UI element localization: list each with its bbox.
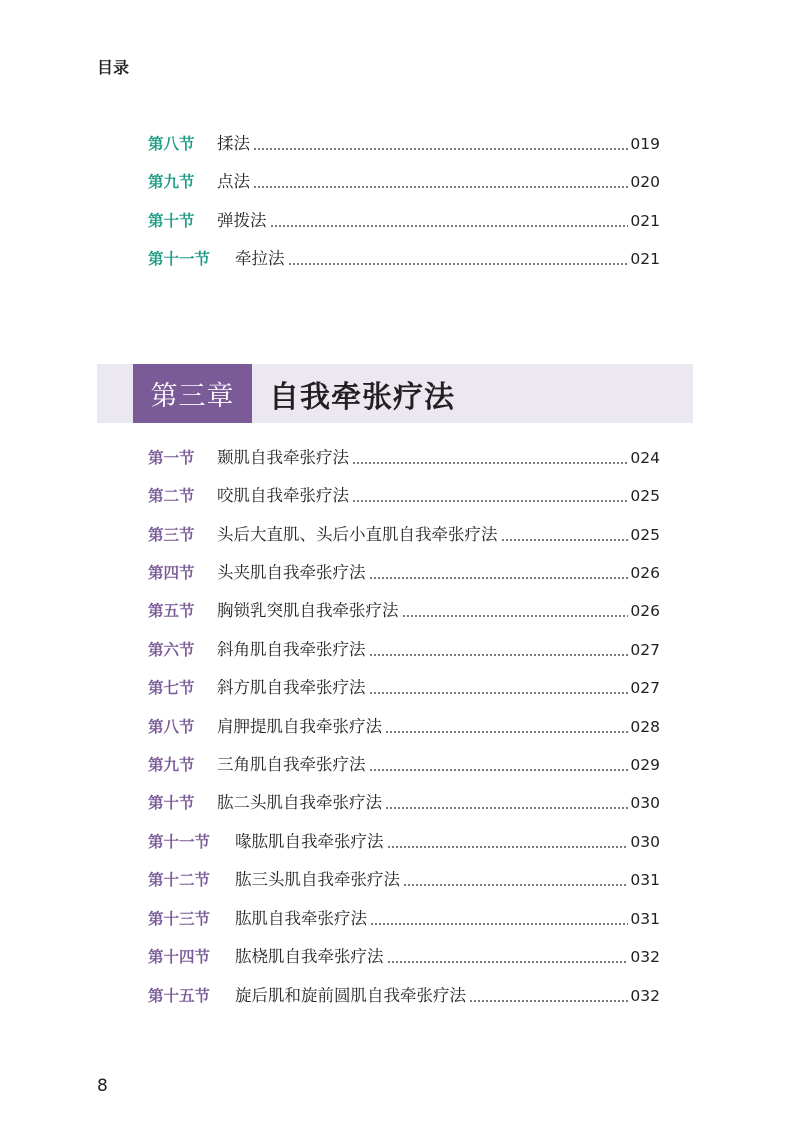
dot-leader <box>288 263 629 265</box>
section-number: 第十节 <box>148 211 195 230</box>
section-title: 点法 <box>217 172 250 191</box>
dot-leader <box>253 148 628 150</box>
section-title: 揉法 <box>217 134 250 153</box>
dot-leader <box>370 923 628 925</box>
toc-entry[interactable] <box>148 675 660 701</box>
page-number: 027 <box>630 641 660 659</box>
page-number: 031 <box>630 910 660 928</box>
page-number: 030 <box>630 833 660 851</box>
section-title: 颞肌自我牵张疗法 <box>217 448 349 467</box>
section-title: 旋后肌和旋前圆肌自我牵张疗法 <box>235 986 466 1005</box>
dot-leader <box>253 186 628 188</box>
dot-leader <box>369 692 629 694</box>
section-number: 第九节 <box>148 755 195 774</box>
folio-page-number: 8 <box>97 1076 108 1096</box>
section-number: 第十一节 <box>148 249 211 268</box>
toc-entry[interactable] <box>148 445 660 471</box>
section-number: 第十五节 <box>148 986 211 1005</box>
toc-entry[interactable] <box>148 637 660 663</box>
page-number: 029 <box>630 756 660 774</box>
dot-leader <box>369 769 629 771</box>
page-number: 027 <box>630 679 660 697</box>
section-number: 第六节 <box>148 640 195 659</box>
section-title: 胸锁乳突肌自我牵张疗法 <box>217 601 399 620</box>
chapter-number-box: 第三章 <box>133 364 252 423</box>
section-title: 弹拨法 <box>217 211 267 230</box>
section-title: 斜方肌自我牵张疗法 <box>217 678 366 697</box>
dot-leader <box>469 1000 628 1002</box>
toc-entry[interactable] <box>148 598 660 624</box>
page-number: 032 <box>630 948 660 966</box>
toc-entry[interactable] <box>148 483 660 509</box>
section-number: 第十一节 <box>148 832 211 851</box>
chapter-heading[interactable] <box>97 364 693 423</box>
page-number: 031 <box>630 871 660 889</box>
page-number: 030 <box>630 794 660 812</box>
chapter-title: 自我牵张疗法 <box>269 379 455 415</box>
section-number: 第十四节 <box>148 947 211 966</box>
section-number: 第五节 <box>148 601 195 620</box>
dot-leader <box>402 615 629 617</box>
toc-entry[interactable] <box>148 752 660 778</box>
page-number: 019 <box>630 135 660 153</box>
dot-leader <box>501 539 629 541</box>
dot-leader <box>369 654 629 656</box>
section-number: 第八节 <box>148 134 195 153</box>
section-title: 头夹肌自我牵张疗法 <box>217 563 366 582</box>
dot-leader <box>403 884 628 886</box>
toc-entry[interactable] <box>148 560 660 586</box>
page-number: 028 <box>630 718 660 736</box>
dot-leader <box>369 577 629 579</box>
page-number: 026 <box>630 564 660 582</box>
dot-leader <box>385 731 628 733</box>
page-number: 025 <box>630 526 660 544</box>
page-number: 024 <box>630 449 660 467</box>
dot-leader <box>352 462 628 464</box>
toc-entry[interactable] <box>148 944 660 970</box>
section-number: 第四节 <box>148 563 195 582</box>
toc-entry[interactable] <box>148 983 660 1009</box>
page-number: 021 <box>630 212 660 230</box>
dot-leader <box>385 807 628 809</box>
section-title: 肩胛提肌自我牵张疗法 <box>217 717 382 736</box>
toc-entry[interactable] <box>148 522 660 548</box>
toc-entry[interactable] <box>148 246 660 272</box>
section-title: 斜角肌自我牵张疗法 <box>217 640 366 659</box>
page-number: 032 <box>630 987 660 1005</box>
page-number: 020 <box>630 173 660 191</box>
section-title: 三角肌自我牵张疗法 <box>217 755 366 774</box>
section-number: 第二节 <box>148 486 195 505</box>
dot-leader <box>270 225 629 227</box>
toc-entry[interactable] <box>148 169 660 195</box>
toc-entry[interactable] <box>148 131 660 157</box>
page-number: 026 <box>630 602 660 620</box>
toc-entry[interactable] <box>148 208 660 234</box>
section-number: 第十节 <box>148 793 195 812</box>
section-title: 喙肱肌自我牵张疗法 <box>235 832 384 851</box>
toc-entry[interactable] <box>148 906 660 932</box>
dot-leader <box>387 846 629 848</box>
section-number: 第一节 <box>148 448 195 467</box>
section-title: 牵拉法 <box>235 249 285 268</box>
section-title: 肱肌自我牵张疗法 <box>235 909 367 928</box>
toc-entry[interactable] <box>148 829 660 855</box>
toc-entry[interactable] <box>148 714 660 740</box>
section-number: 第七节 <box>148 678 195 697</box>
page-number: 021 <box>630 250 660 268</box>
dot-leader <box>352 500 628 502</box>
dot-leader <box>387 961 629 963</box>
section-number: 第九节 <box>148 172 195 191</box>
section-number: 第三节 <box>148 525 195 544</box>
section-title: 肱二头肌自我牵张疗法 <box>217 793 382 812</box>
section-number: 第八节 <box>148 717 195 736</box>
section-title: 头后大直肌、头后小直肌自我牵张疗法 <box>217 525 498 544</box>
running-head: 目录 <box>97 58 130 77</box>
section-title: 肱三头肌自我牵张疗法 <box>235 870 400 889</box>
section-number: 第十三节 <box>148 909 211 928</box>
section-title: 咬肌自我牵张疗法 <box>217 486 349 505</box>
section-number: 第十二节 <box>148 870 211 889</box>
section-title: 肱桡肌自我牵张疗法 <box>235 947 384 966</box>
toc-entry[interactable] <box>148 790 660 816</box>
toc-entry[interactable] <box>148 867 660 893</box>
page-number: 025 <box>630 487 660 505</box>
